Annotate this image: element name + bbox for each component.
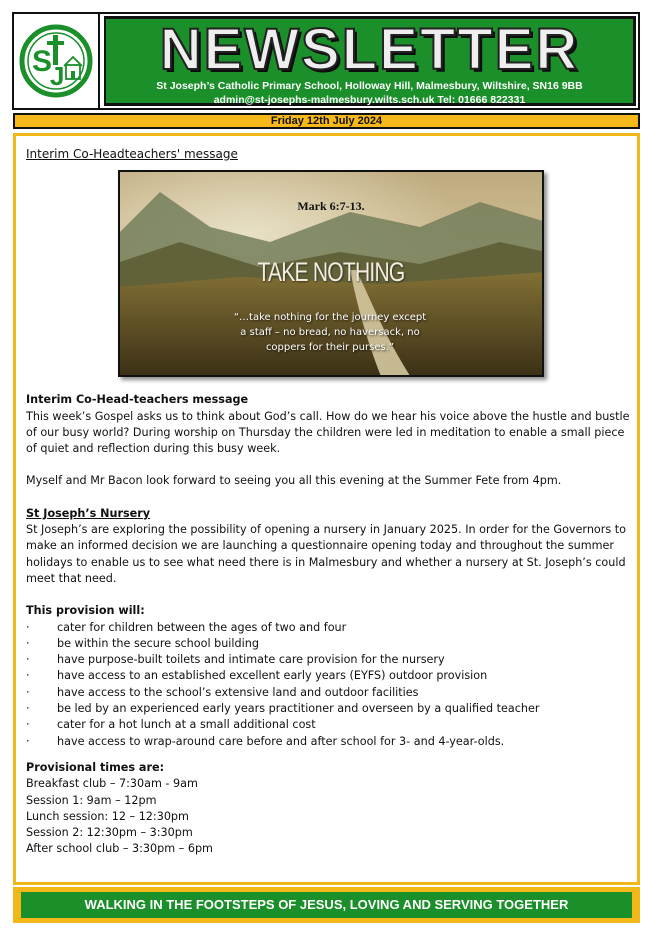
list-item: · be within the secure school building: [26, 636, 631, 652]
list-item: Session 2: 12:30pm – 3:30pm: [26, 826, 193, 840]
school-logo: [14, 14, 100, 108]
scripture-reference: Mark 6:7-13.: [297, 199, 365, 214]
list-item: Lunch session: 12 – 12:30pm: [26, 809, 189, 823]
school-crest-icon: [18, 23, 94, 99]
masthead-banner: [104, 16, 636, 106]
provision-heading: This provision will:: [26, 604, 145, 618]
newsletter-content: [26, 146, 631, 858]
list-item: · have access to an established excellent early years (EYFS) outdoor provision: [26, 668, 631, 684]
nursery-paragraph: St Joseph’s are exploring the possibility of opening a nursery in January 2025. In order for the Governors to make an informed decision we are launching a questionnaire opening today and throughout the summer holidays to enable us to see what need there is in Malmesbury and whether a nursery at St. Joseph’s could meet that need.: [26, 523, 626, 585]
scripture-image: [118, 170, 544, 377]
school-motto: WALKING IN THE FOOTSTEPS OF JESUS, LOVING AND SERVING TOGETHER: [21, 892, 632, 918]
message-paragraph-2: Myself and Mr Bacon look forward to seeing you all this evening at the Summer Fete from 4pm.: [26, 474, 562, 488]
main-panel: [13, 133, 640, 885]
list-item: · have access to wrap-around care before and after school for 3- and 4-year-olds.: [26, 734, 631, 750]
list-item: · have purpose-built toilets and intimate care provision for the nursery: [26, 652, 631, 668]
list-item: Session 1: 9am – 12pm: [26, 793, 157, 807]
school-address: St Joseph’s Catholic Primary School, Holloway Hill, Malmesbury, Wiltshire, SN16 9BB: [156, 80, 583, 92]
list-item: Breakfast club – 7:30am - 9am: [26, 777, 198, 791]
list-item: · be led by an experienced early years practitioner and overseen by a qualified teacher: [26, 701, 631, 717]
svg-text:S: S: [32, 45, 53, 78]
scripture-quote: “…take nothing for the journey except a staff – no bread, no haversack, no coppers for their purses.”: [233, 312, 427, 354]
message-heading: Interim Co-Head-teachers message: [26, 393, 249, 407]
times-list: [26, 776, 631, 857]
school-contact: admin@st-josephs-malmesbury.wilts.sch.uk Tel: 01666 822331: [213, 94, 526, 106]
svg-text:J: J: [50, 61, 65, 91]
newsletter-title: NEWSLETTER: [159, 17, 580, 82]
list-item: After school club – 3:30pm – 6pm: [26, 842, 213, 856]
newsletter-header: [12, 12, 640, 110]
newsletter-footer: [13, 887, 640, 923]
nursery-heading: St Joseph’s Nursery: [26, 506, 151, 520]
provision-list: [26, 620, 631, 750]
section-title: Interim Co-Headteachers' message: [26, 147, 238, 161]
issue-date: Friday 12th July 2024: [13, 113, 640, 129]
message-paragraph-1: This week’s Gospel asks us to think about God’s call. How do we hear his voice above the hustle and bustle of our busy world? During worship on Thursday the children were led in meditation to enable a small piece of quiet and reflection during this busy week.: [26, 409, 630, 456]
image-title: TAKE NOTHING: [257, 257, 405, 288]
list-item: · cater for a hot lunch at a small additional cost: [26, 717, 631, 733]
list-item: · have access to the school’s extensive land and outdoor facilities: [26, 685, 631, 701]
times-heading: Provisional times are:: [26, 760, 165, 774]
list-item: · cater for children between the ages of two and four: [26, 620, 631, 636]
